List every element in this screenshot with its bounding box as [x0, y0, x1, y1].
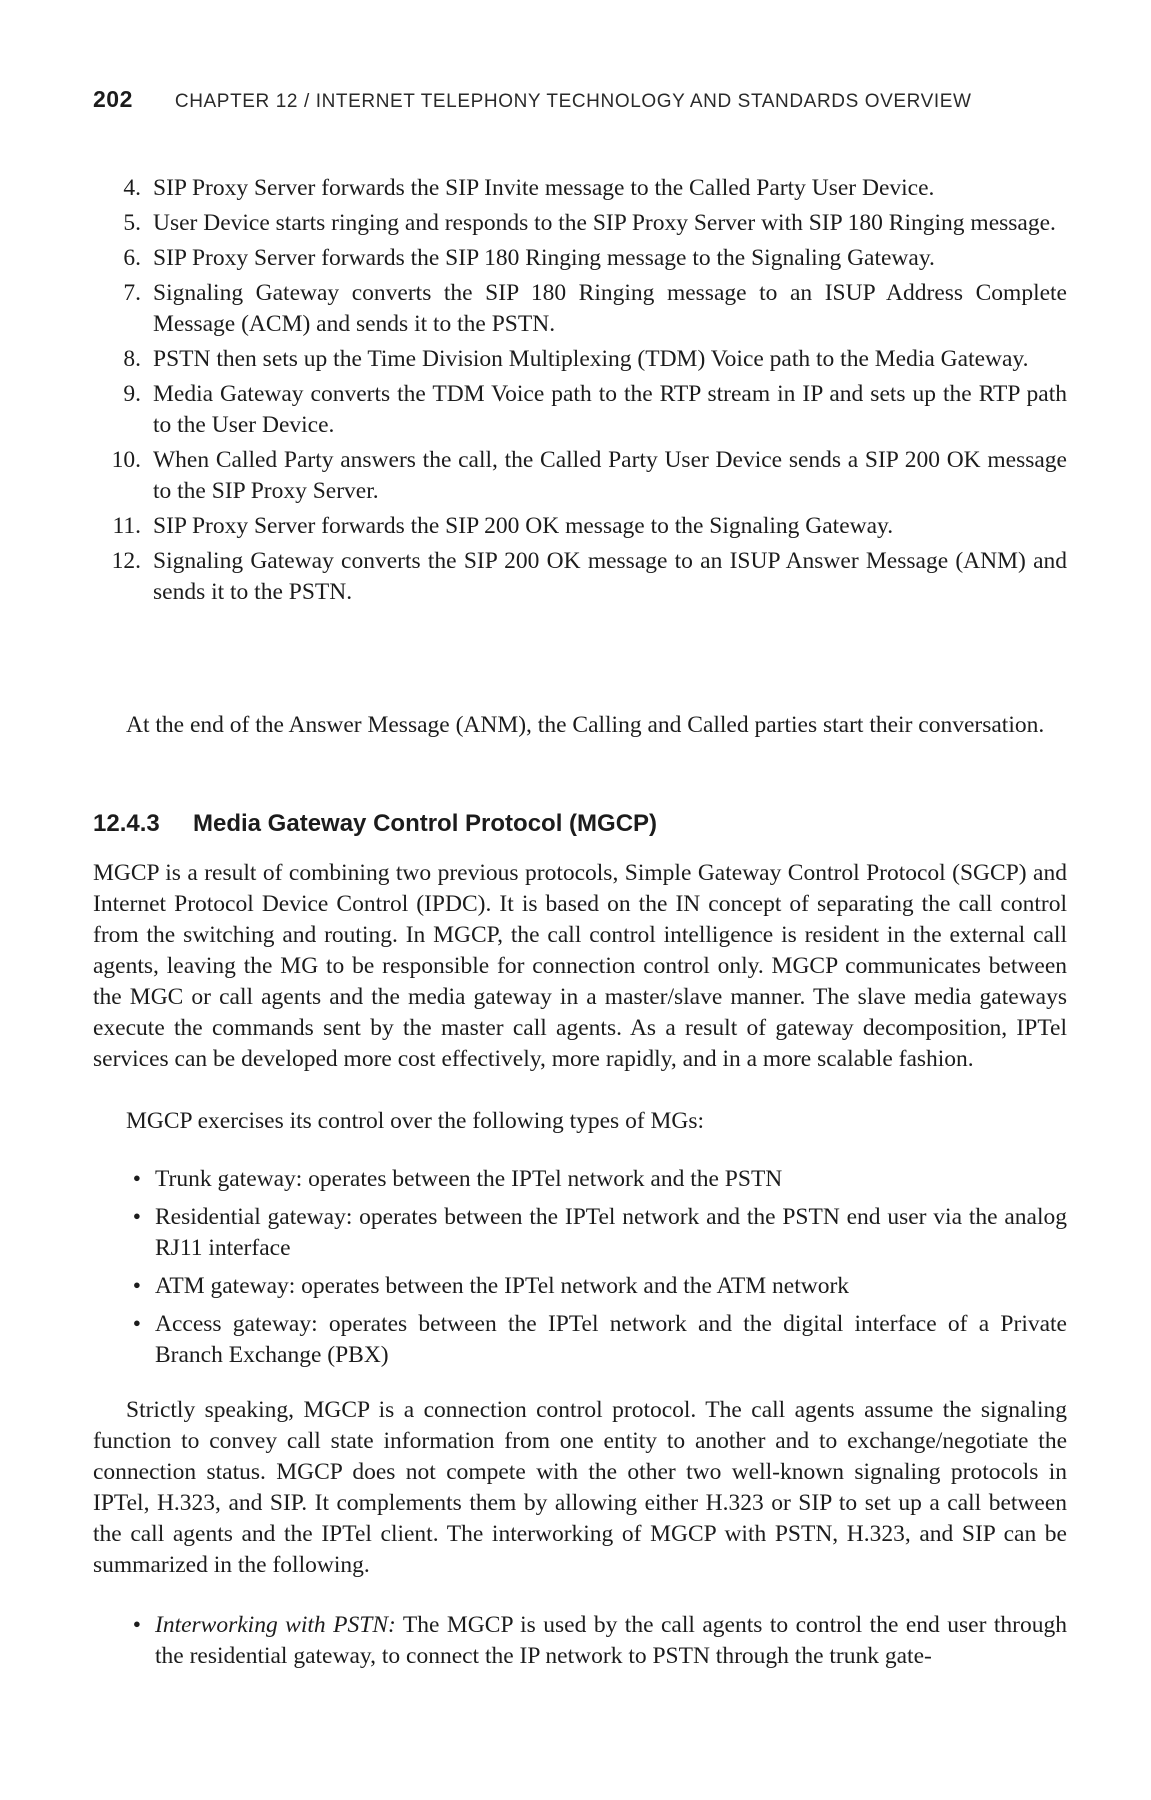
- interworking-label: Interworking with PSTN:: [155, 1612, 396, 1638]
- step-number: 8.: [123, 346, 141, 372]
- list-item: [93, 243, 1067, 274]
- list-item: [93, 1610, 1067, 1672]
- list-item: [93, 1164, 1067, 1195]
- list-item: [93, 445, 1067, 507]
- step-number: 6.: [123, 245, 141, 271]
- step-number: 4.: [123, 175, 141, 201]
- list-item: [93, 1202, 1067, 1264]
- bullet-icon: •: [132, 1204, 141, 1230]
- mgcp-intro-paragraph: MGCP is a result of combining two previous protocols, Simple Gateway Control Protocol (SGCP) and Internet Protocol Device Control (IPDC). It is based on the IN concept of separating the call control from the switching and routing. In MGCP, the call control intelligence is resident in the external call agents, leaving the MG to be responsible for connection control only. MGCP communicates between the MGC or call agents and the media gateway in a master/slave manner. The slave media gateways execute the commands sent by the master call agents. As a result of gateway decomposition, IPTel services can be developed more cost effectively, more rapidly, and in a more scalable fashion.: [93, 860, 1067, 1072]
- list-item: [93, 344, 1067, 375]
- step-text: When Called Party answers the call, the Called Party User Device sends a SIP 200 OK message to the SIP Proxy Server.: [153, 447, 1067, 504]
- section-title: Media Gateway Control Protocol (MGCP): [193, 810, 658, 837]
- step-number: 12.: [111, 548, 141, 574]
- bullet-icon: •: [132, 1311, 141, 1337]
- list-item: [93, 208, 1067, 239]
- numbered-steps-list: [93, 173, 1067, 612]
- interworking-item: [155, 1610, 1067, 1672]
- interworking-list: [93, 1610, 1067, 1679]
- step-text: Media Gateway converts the TDM Voice path to the RTP stream in IP and sets up the RTP path to the User Device.: [153, 381, 1067, 438]
- list-item: [93, 1309, 1067, 1371]
- step-text: User Device starts ringing and responds to the SIP Proxy Server with SIP 180 Ringing message.: [153, 210, 1056, 236]
- step-number: 5.: [123, 210, 141, 236]
- interworking-text: The MGCP is used by the call agents to control the end user through the residential gateway, to connect the IP network to PSTN through the trunk gate-: [155, 1612, 1067, 1669]
- gateway-type-text: Residential gateway: operates between the IPTel network and the PSTN end user via the analog RJ11 interface: [155, 1204, 1067, 1261]
- bullet-icon: •: [132, 1612, 141, 1638]
- step-text: Signaling Gateway converts the SIP 200 OK message to an ISUP Answer Message (ANM) and sends it to the PSTN.: [153, 548, 1067, 605]
- list-item: [93, 1271, 1067, 1302]
- list-item: [93, 173, 1067, 204]
- connection-control-paragraph: Strictly speaking, MGCP is a connection control protocol. The call agents assume the signaling function to convey call state information from one entity to another and to exchange/negotiate the connection status. MGCP does not compete with the other two well-known signaling protocols in IPTel, H.323, and SIP. It complements them by allowing either H.323 or SIP to set up a call between the call agents and the IPTel client. The interworking of MGCP with PSTN, H.323, and SIP can be summarized in the following.: [93, 1397, 1067, 1578]
- list-item: [93, 278, 1067, 340]
- gateway-types-list: [93, 1164, 1067, 1378]
- step-number: 9.: [123, 381, 141, 407]
- mgcp-types-intro: MGCP exercises its control over the following types of MGs:: [126, 1108, 705, 1134]
- conversation-paragraph: At the end of the Answer Message (ANM), the Calling and Called parties start their conversation.: [126, 712, 1045, 738]
- section-number: 12.4.3: [93, 810, 160, 837]
- bullet-icon: •: [132, 1273, 141, 1299]
- list-item: [93, 511, 1067, 542]
- step-text: PSTN then sets up the Time Division Multiplexing (TDM) Voice path to the Media Gateway.: [153, 346, 1029, 372]
- step-number: 11.: [112, 513, 141, 539]
- list-item: [93, 379, 1067, 441]
- bullet-icon: •: [132, 1166, 141, 1192]
- step-text: SIP Proxy Server forwards the SIP 200 OK message to the Signaling Gateway.: [153, 513, 894, 539]
- gateway-type-text: Access gateway: operates between the IPTel network and the digital interface of a Private Branch Exchange (PBX): [155, 1311, 1067, 1368]
- gateway-type-text: Trunk gateway: operates between the IPTel network and the PSTN: [155, 1166, 783, 1192]
- gateway-type-text: ATM gateway: operates between the IPTel network and the ATM network: [155, 1273, 850, 1299]
- step-text: Signaling Gateway converts the SIP 180 Ringing message to an ISUP Address Complete Message (ACM) and sends it to the PSTN.: [153, 280, 1067, 337]
- step-text: SIP Proxy Server forwards the SIP 180 Ringing message to the Signaling Gateway.: [153, 245, 935, 271]
- section-heading: [93, 810, 1067, 838]
- running-head: CHAPTER 12 / INTERNET TELEPHONY TECHNOLOGY AND STANDARDS OVERVIEW: [174, 91, 972, 112]
- page-number: 202: [93, 86, 133, 112]
- step-text: SIP Proxy Server forwards the SIP Invite message to the Called Party User Device.: [153, 175, 935, 201]
- step-number: 7.: [123, 280, 141, 306]
- list-item: [93, 546, 1067, 608]
- page-header: [93, 86, 1073, 122]
- step-number: 10.: [111, 447, 141, 473]
